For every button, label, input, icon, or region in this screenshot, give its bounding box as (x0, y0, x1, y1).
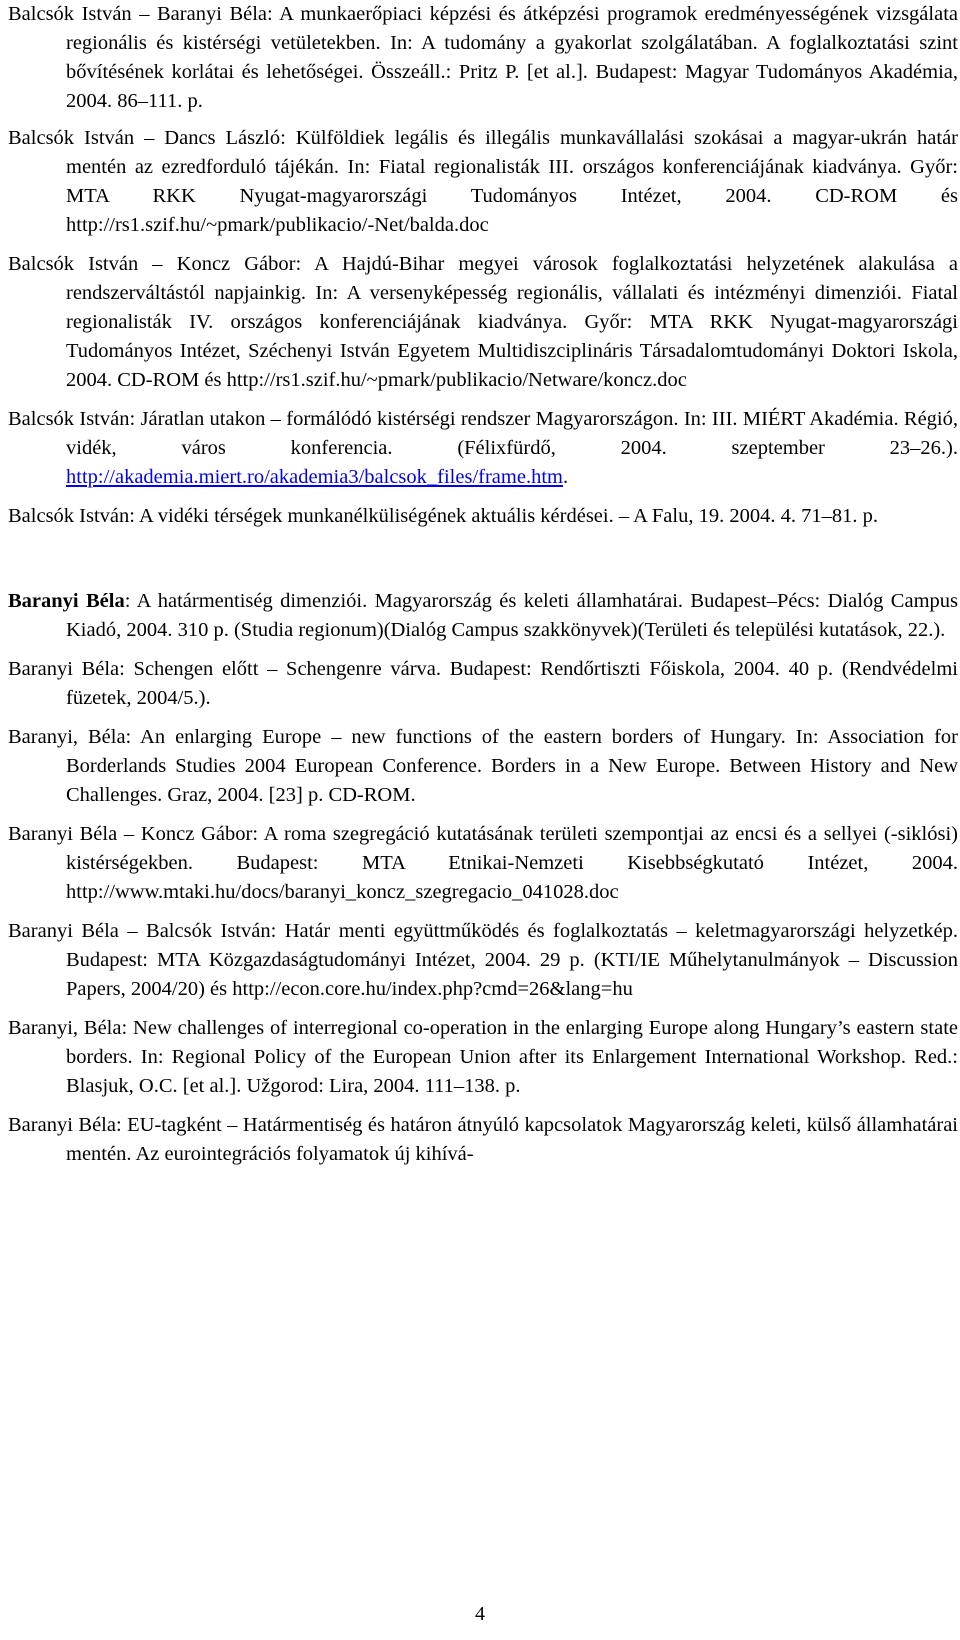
bibliography-entry: Balcsók István – Baranyi Béla: A munkaerőpiaci képzési és átképzési programok eredményességének vizsgálata regionális és kistérségi vetületekben. In: A tudomány a gyakorlat szolgálatában. A foglalkoztatási szint bővítésének korlátai és lehetőségei. Összeáll.: Pritz P. [et al.]. Budapest: Magyar Tudományos Akadémia, 2004. 86–111. p. (8, 3, 958, 112)
bibliography-entry: Balcsók István – Dancs László: Külföldiek legális és illegális munkavállalási szokásai a magyar-ukrán határ mentén az ezredforduló tájékán. In: Fiatal regionalisták III. országos konferenciájának kiadványa. Győr: MTA RKK Nyugat-magyarországi Tudományos Intézet, 2004. CD-ROM és http://rs1.szif.hu/~pmark/publikacio/-Net/balda.doc (8, 127, 958, 236)
bibliography-entry (8, 587, 958, 645)
bibliography-entry: Baranyi Béla: Schengen előtt – Schengenre várva. Budapest: Rendőrtiszti Főiskola, 2004. 40 p. (Rendvédelmi füzetek, 2004/5.). (8, 658, 958, 709)
bibliography-entry: Baranyi Béla – Balcsók István: Határ menti együttműködés és foglalkoztatás – keletmagyarországi helyzetkép. Budapest: MTA Közgazdaságtudományi Intézet, 2004. 29 p. (KTI/IE Műhelytanulmányok – Discussion Papers, 2004/20) és http://econ.core.hu/index.php?cmd=26&lang=hu (8, 920, 958, 1000)
entry-text: : A határmentiség dimenziói. Magyarország és keleti államhatárai. Budapest–Pécs: Dialóg Campus Kiadó, 2004. 310 p. (Studia regionum)(Dialóg Campus szakkönyvek)(Területi és települési kutatások, 22.). (66, 590, 959, 641)
bibliography-entry (8, 405, 958, 492)
bibliography-entry: Balcsók István – Koncz Gábor: A Hajdú-Bihar megyei városok foglalkoztatási helyzetének alakulása a rendszerváltástól napjainkig. In: A versenyképesség regionális, vállalati és intézményi dimenziói. Fiatal regionalisták IV. országos konferenciájának kiadványa. Győr: MTA RKK Nyugat-magyarországi Tudományos Intézet, Széchenyi István Egyetem Multidiszciplináris Társadalomtudományi Doktori Iskola, 2004. CD-ROM és http://rs1.szif.hu/~pmark/publikacio/Netware/koncz.doc (8, 253, 958, 391)
entry-text-end: . (562, 466, 569, 488)
bibliography-entry: Baranyi, Béla: New challenges of interregional co-operation in the enlarging Europe along Hungary’s eastern state borders. In: Regional Policy of the European Union after its Enlargement International Workshop. Red.: Blasjuk, O.C. [et al.]. Užgorod: Lira, 2004. 111–138. p. (8, 1017, 958, 1097)
bibliography-entry: Baranyi Béla – Koncz Gábor: A roma szegregáció kutatásának területi szempontjai az encsi és a sellyei (-siklósi) kistérségekben. Budapest: MTA Etnikai-Nemzeti Kisebbségkutató Intézet, 2004. http://www.mtaki.hu/docs/baranyi_koncz_szegregacio_041028.doc (8, 823, 958, 903)
bibliography-entry: Balcsók István: A vidéki térségek munkanélküliségének aktuális kérdései. – A Falu, 19. 2004. 4. 71–81. p. (8, 505, 878, 527)
bibliography-entry: Baranyi, Béla: An enlarging Europe – new functions of the eastern borders of Hungary. In: Association for Borderlands Studies 2004 European Conference. Borders in a New Europe. Between History and New Challenges. Graz, 2004. [23] p. CD-ROM. (8, 726, 958, 806)
entry-text: Balcsók István: Járatlan utakon – formálódó kistérségi rendszer Magyarországon. In: III. MIÉRT Akadémia. Régió, vidék, város konferencia. (Félixfürdő, 2004. szeptember 23–26.). (8, 408, 958, 459)
section-gap (8, 541, 958, 587)
entry-author: Baranyi Béla (8, 590, 125, 612)
entry-link[interactable]: http://akademia.miert.ro/akademia3/balcsok_files/frame.htm (66, 466, 563, 488)
bibliography-list (8, 0, 958, 1179)
bibliography-entry: Baranyi Béla: EU-tagként – Határmentiség és határon átnyúló kapcsolatok Magyarország keleti, külső államhatárai mentén. Az eurointegrációs folyamatok új kihívá- (8, 1114, 958, 1165)
page-number: 4 (475, 1603, 485, 1625)
